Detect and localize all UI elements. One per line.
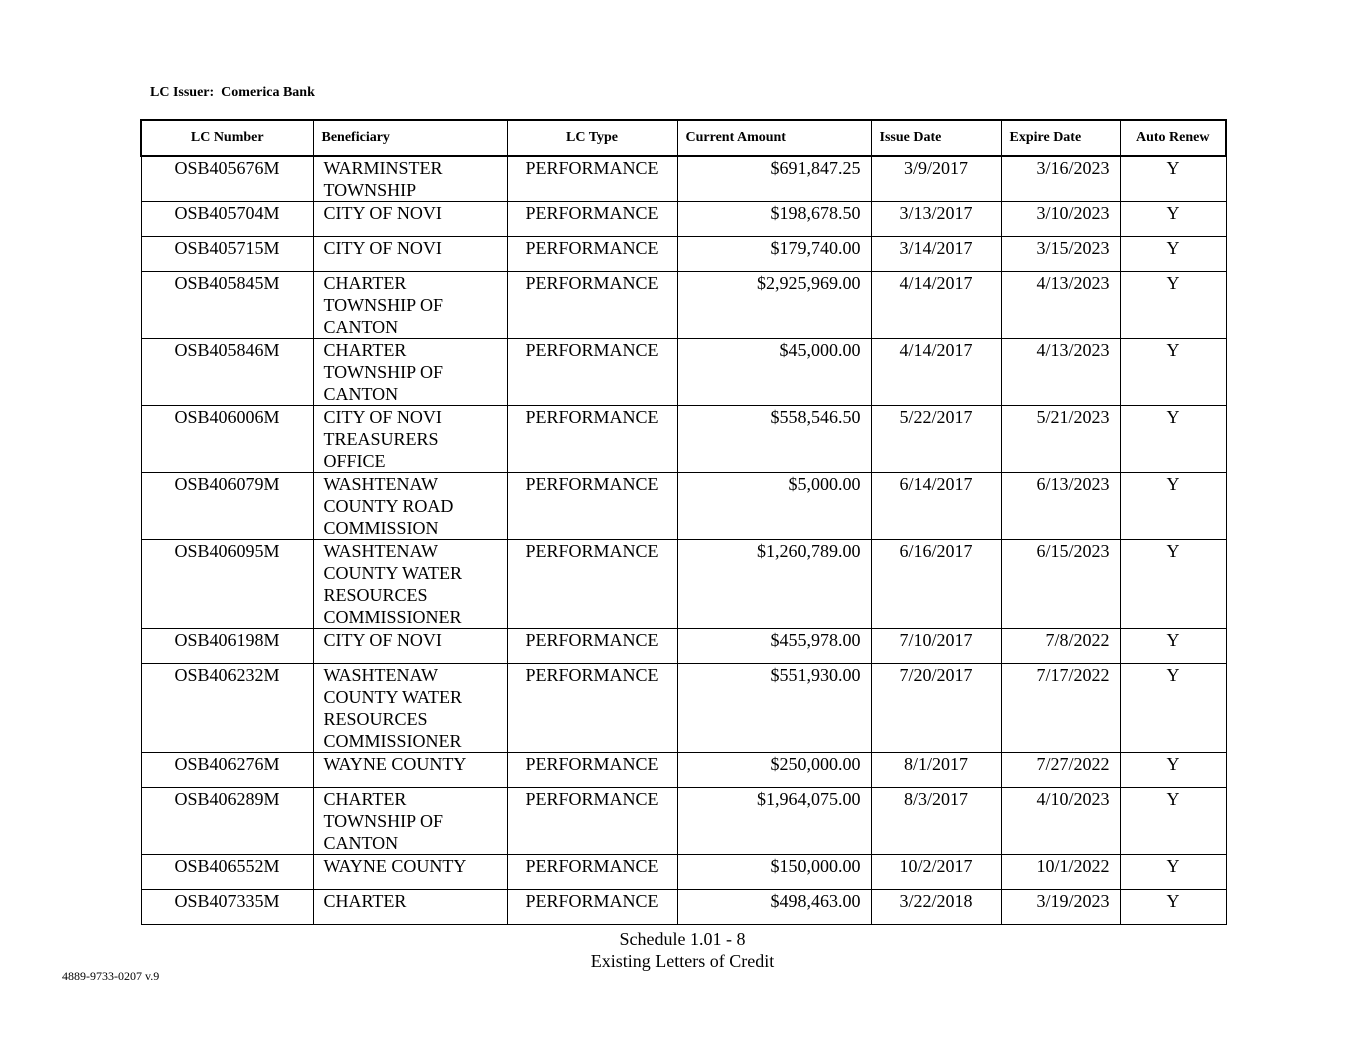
cell-expire-date: 7/17/2022 — [1001, 664, 1120, 753]
cell-lc-number: OSB405676M — [141, 156, 313, 202]
cell-issue-date: 3/22/2018 — [871, 890, 1001, 925]
cell-current-amount: $1,260,789.00 — [677, 540, 871, 629]
beneficiary-line: WARMINSTER — [323, 158, 443, 178]
header-current-amount: Current Amount — [677, 120, 871, 156]
cell-lc-number: OSB405846M — [141, 339, 313, 406]
table-body — [141, 156, 1226, 925]
cell-lc-number: OSB405715M — [141, 237, 313, 272]
beneficiary-line: TOWNSHIP — [323, 180, 417, 200]
cell-current-amount: $150,000.00 — [677, 855, 871, 890]
cell-beneficiary — [313, 664, 507, 753]
cell-current-amount: $498,463.00 — [677, 890, 871, 925]
cell-lc-type: PERFORMANCE — [507, 664, 677, 753]
cell-current-amount: $45,000.00 — [677, 339, 871, 406]
cell-auto-renew: Y — [1120, 406, 1226, 473]
table-header-row — [141, 120, 1226, 156]
cell-expire-date: 4/13/2023 — [1001, 272, 1120, 339]
table-row — [141, 753, 1226, 788]
cell-issue-date: 7/20/2017 — [871, 664, 1001, 753]
cell-beneficiary — [313, 202, 507, 237]
beneficiary-line: RESOURCES — [323, 709, 428, 729]
cell-beneficiary — [313, 339, 507, 406]
beneficiary-line: OFFICE — [323, 451, 386, 471]
cell-current-amount: $250,000.00 — [677, 753, 871, 788]
cell-auto-renew: Y — [1120, 156, 1226, 202]
cell-lc-type: PERFORMANCE — [507, 890, 677, 925]
beneficiary-line: CITY OF NOVI — [323, 407, 442, 427]
cell-lc-number: OSB405704M — [141, 202, 313, 237]
cell-lc-type: PERFORMANCE — [507, 629, 677, 664]
cell-lc-type: PERFORMANCE — [507, 339, 677, 406]
cell-issue-date: 4/14/2017 — [871, 339, 1001, 406]
cell-issue-date: 3/13/2017 — [871, 202, 1001, 237]
cell-expire-date: 6/13/2023 — [1001, 473, 1120, 540]
beneficiary-line: WASHTENAW — [323, 541, 439, 561]
beneficiary-line: COMMISSIONER — [323, 731, 462, 751]
table-row — [141, 540, 1226, 629]
beneficiary-line: WASHTENAW — [323, 665, 439, 685]
table-row — [141, 339, 1226, 406]
cell-issue-date: 3/14/2017 — [871, 237, 1001, 272]
page-footer — [0, 928, 1365, 972]
table-row — [141, 629, 1226, 664]
cell-beneficiary — [313, 237, 507, 272]
cell-lc-number: OSB406232M — [141, 664, 313, 753]
table-row — [141, 156, 1226, 202]
cell-auto-renew: Y — [1120, 855, 1226, 890]
cell-lc-number: OSB406006M — [141, 406, 313, 473]
cell-issue-date: 6/14/2017 — [871, 473, 1001, 540]
cell-lc-type: PERFORMANCE — [507, 237, 677, 272]
table-row — [141, 272, 1226, 339]
beneficiary-line: COUNTY WATER — [323, 687, 462, 707]
cell-beneficiary — [313, 272, 507, 339]
cell-lc-number: OSB406552M — [141, 855, 313, 890]
cell-current-amount: $455,978.00 — [677, 629, 871, 664]
cell-lc-type: PERFORMANCE — [507, 406, 677, 473]
cell-expire-date: 6/15/2023 — [1001, 540, 1120, 629]
cell-issue-date: 10/2/2017 — [871, 855, 1001, 890]
cell-issue-date: 4/14/2017 — [871, 272, 1001, 339]
cell-expire-date: 10/1/2022 — [1001, 855, 1120, 890]
beneficiary-line: CHARTER — [323, 789, 407, 809]
cell-lc-type: PERFORMANCE — [507, 855, 677, 890]
header-lc-number: LC Number — [141, 120, 313, 156]
cell-beneficiary — [313, 855, 507, 890]
cell-expire-date: 4/13/2023 — [1001, 339, 1120, 406]
beneficiary-line: TOWNSHIP OF — [323, 811, 444, 831]
cell-beneficiary — [313, 753, 507, 788]
cell-lc-number: OSB406079M — [141, 473, 313, 540]
cell-lc-number: OSB406095M — [141, 540, 313, 629]
cell-beneficiary — [313, 788, 507, 855]
beneficiary-line: CITY OF NOVI — [323, 238, 442, 258]
cell-current-amount: $179,740.00 — [677, 237, 871, 272]
cell-issue-date: 3/9/2017 — [871, 156, 1001, 202]
cell-expire-date: 7/27/2022 — [1001, 753, 1120, 788]
beneficiary-line: WAYNE COUNTY — [323, 754, 467, 774]
cell-lc-type: PERFORMANCE — [507, 156, 677, 202]
schedule-subtitle: Existing Letters of Credit — [590, 951, 775, 971]
cell-current-amount: $1,964,075.00 — [677, 788, 871, 855]
beneficiary-line: CHARTER — [323, 340, 407, 360]
beneficiary-line: CITY OF NOVI — [323, 630, 442, 650]
cell-current-amount: $558,546.50 — [677, 406, 871, 473]
header-issue-date: Issue Date — [871, 120, 1001, 156]
cell-lc-type: PERFORMANCE — [507, 788, 677, 855]
cell-current-amount: $198,678.50 — [677, 202, 871, 237]
cell-auto-renew: Y — [1120, 788, 1226, 855]
cell-lc-type: PERFORMANCE — [507, 540, 677, 629]
cell-current-amount: $5,000.00 — [677, 473, 871, 540]
beneficiary-line: COUNTY ROAD — [323, 496, 454, 516]
header-lc-type: LC Type — [507, 120, 677, 156]
cell-issue-date: 8/3/2017 — [871, 788, 1001, 855]
cell-expire-date: 3/16/2023 — [1001, 156, 1120, 202]
cell-beneficiary — [313, 629, 507, 664]
cell-auto-renew: Y — [1120, 753, 1226, 788]
beneficiary-line: CHARTER — [323, 891, 407, 911]
cell-lc-type: PERFORMANCE — [507, 753, 677, 788]
cell-current-amount: $2,925,969.00 — [677, 272, 871, 339]
cell-beneficiary — [313, 156, 507, 202]
document-id: 4889-9733-0207 v.9 — [62, 969, 160, 983]
beneficiary-line: TREASURERS — [323, 429, 439, 449]
cell-expire-date: 7/8/2022 — [1001, 629, 1120, 664]
cell-auto-renew: Y — [1120, 237, 1226, 272]
cell-issue-date: 8/1/2017 — [871, 753, 1001, 788]
beneficiary-line: CANTON — [323, 384, 399, 404]
cell-auto-renew: Y — [1120, 629, 1226, 664]
table-row — [141, 237, 1226, 272]
cell-issue-date: 6/16/2017 — [871, 540, 1001, 629]
cell-auto-renew: Y — [1120, 540, 1226, 629]
beneficiary-line: COMMISSION — [323, 518, 439, 538]
cell-expire-date: 3/19/2023 — [1001, 890, 1120, 925]
beneficiary-line: CANTON — [323, 833, 399, 853]
header-expire-date: Expire Date — [1001, 120, 1120, 156]
table-row — [141, 473, 1226, 540]
cell-issue-date: 7/10/2017 — [871, 629, 1001, 664]
beneficiary-line: COMMISSIONER — [323, 607, 462, 627]
cell-auto-renew: Y — [1120, 664, 1226, 753]
beneficiary-line: CANTON — [323, 317, 399, 337]
beneficiary-line: CHARTER — [323, 273, 407, 293]
schedule-title: Schedule 1.01 - 8 — [619, 929, 746, 949]
letters-of-credit-table — [140, 119, 1227, 925]
header-auto-renew: Auto Renew — [1120, 120, 1226, 156]
table-row — [141, 202, 1226, 237]
cell-beneficiary — [313, 473, 507, 540]
cell-expire-date: 3/10/2023 — [1001, 202, 1120, 237]
cell-lc-type: PERFORMANCE — [507, 272, 677, 339]
beneficiary-line: COUNTY WATER — [323, 563, 462, 583]
cell-current-amount: $551,930.00 — [677, 664, 871, 753]
cell-auto-renew: Y — [1120, 272, 1226, 339]
cell-expire-date: 3/15/2023 — [1001, 237, 1120, 272]
header-beneficiary: Beneficiary — [313, 120, 507, 156]
table-row — [141, 855, 1226, 890]
cell-lc-number: OSB406289M — [141, 788, 313, 855]
cell-issue-date: 5/22/2017 — [871, 406, 1001, 473]
beneficiary-line: TOWNSHIP OF — [323, 362, 444, 382]
cell-auto-renew: Y — [1120, 202, 1226, 237]
cell-beneficiary — [313, 890, 507, 925]
cell-auto-renew: Y — [1120, 339, 1226, 406]
cell-beneficiary — [313, 406, 507, 473]
table-row — [141, 788, 1226, 855]
table-row — [141, 664, 1226, 753]
cell-lc-number: OSB406276M — [141, 753, 313, 788]
table-row — [141, 406, 1226, 473]
cell-lc-type: PERFORMANCE — [507, 202, 677, 237]
cell-expire-date: 4/10/2023 — [1001, 788, 1120, 855]
cell-expire-date: 5/21/2023 — [1001, 406, 1120, 473]
cell-lc-type: PERFORMANCE — [507, 473, 677, 540]
cell-beneficiary — [313, 540, 507, 629]
cell-current-amount: $691,847.25 — [677, 156, 871, 202]
cell-lc-number: OSB406198M — [141, 629, 313, 664]
lc-issuer-label: LC Issuer: Comerica Bank — [150, 85, 315, 100]
beneficiary-line: WASHTENAW — [323, 474, 439, 494]
cell-auto-renew: Y — [1120, 473, 1226, 540]
beneficiary-line: TOWNSHIP OF — [323, 295, 444, 315]
cell-lc-number: OSB405845M — [141, 272, 313, 339]
table-row — [141, 890, 1226, 925]
beneficiary-line: CITY OF NOVI — [323, 203, 442, 223]
cell-lc-number: OSB407335M — [141, 890, 313, 925]
beneficiary-line: WAYNE COUNTY — [323, 856, 467, 876]
beneficiary-line: RESOURCES — [323, 585, 428, 605]
cell-auto-renew: Y — [1120, 890, 1226, 925]
